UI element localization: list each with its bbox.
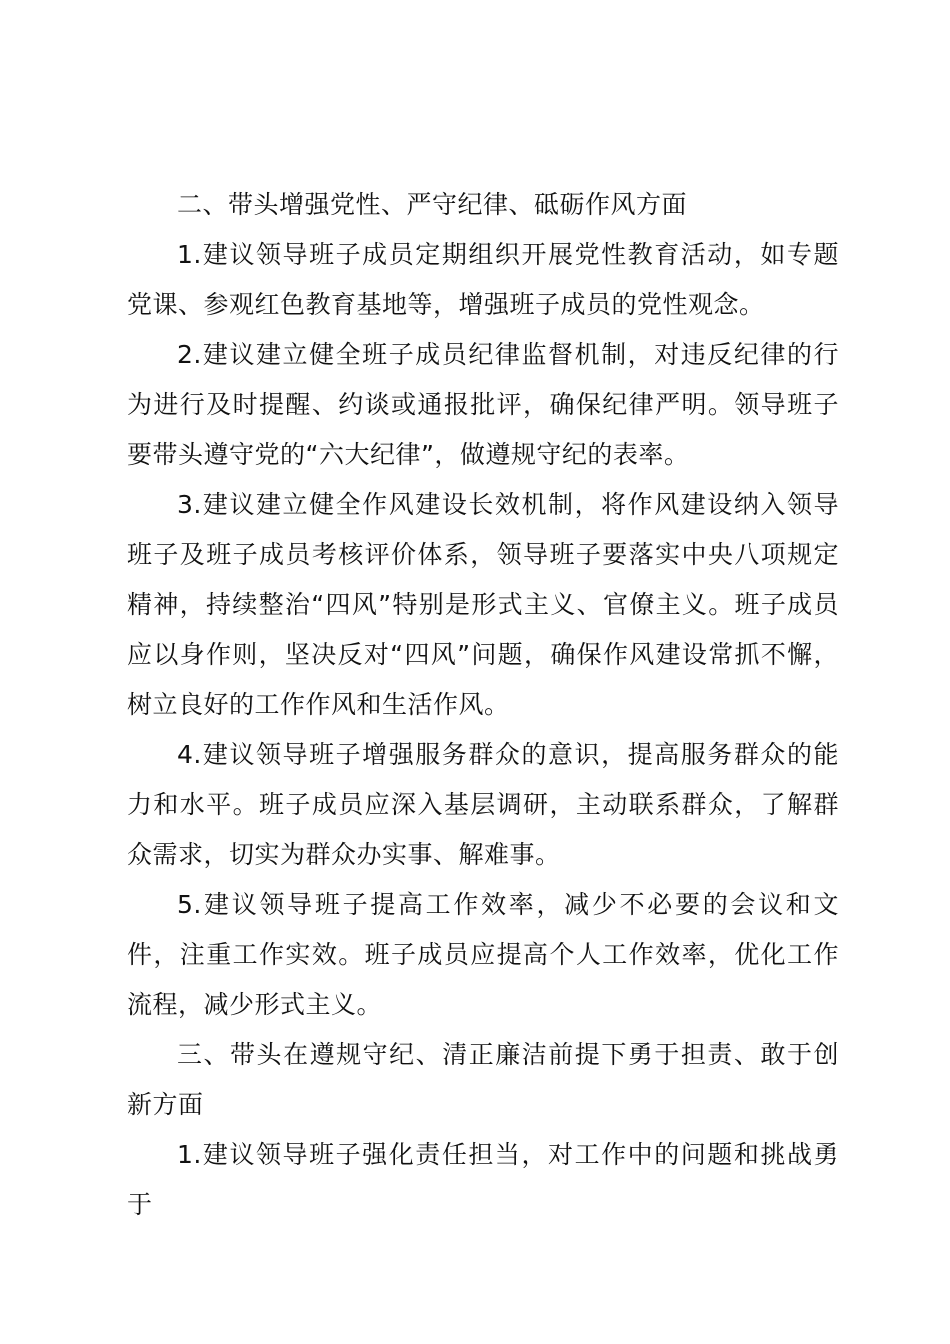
- paragraph-3-1: 1.建议领导班子强化责任担当，对工作中的问题和挑战勇于: [127, 1140, 839, 1219]
- paragraph-2-5: 5.建议领导班子提高工作效率，减少不必要的会议和文件，注重工作实效。班子成员应提高个人工作效率，优化工作流程，减少形式主义。: [127, 890, 839, 1019]
- section-heading-3: 三、带头在遵规守纪、清正廉洁前提下勇于担责、敢于创新方面: [127, 1040, 839, 1119]
- paragraph-2-4: 4.建议领导班子增强服务群众的意识，提高服务群众的能力和水平。班子成员应深入基层调研，主动联系群众，了解群众需求，切实为群众办实事、解难事。: [127, 740, 839, 869]
- paragraph-2-1: 1.建议领导班子成员定期组织开展党性教育活动，如专题党课、参观红色教育基地等，增强班子成员的党性观念。: [127, 240, 839, 319]
- section-heading-2: 二、带头增强党性、严守纪律、砥砺作风方面: [177, 190, 688, 219]
- paragraph-2-3: 3.建议建立健全作风建设长效机制，将作风建设纳入领导班子及班子成员考核评价体系，领导班子要落实中央八项规定精神，持续整治“四风”特别是形式主义、官僚主义。班子成员应以身作则，坚决反对“四风”问题，确保作风建设常抓不懈，树立良好的工作作风和生活作风。: [127, 490, 839, 719]
- paragraph-2-2: 2.建议建立健全班子成员纪律监督机制，对违反纪律的行为进行及时提醒、约谈或通报批评，确保纪律严明。领导班子要带头遵守党的“六大纪律”，做遵规守纪的表率。: [127, 340, 839, 469]
- document-body: [127, 180, 839, 1230]
